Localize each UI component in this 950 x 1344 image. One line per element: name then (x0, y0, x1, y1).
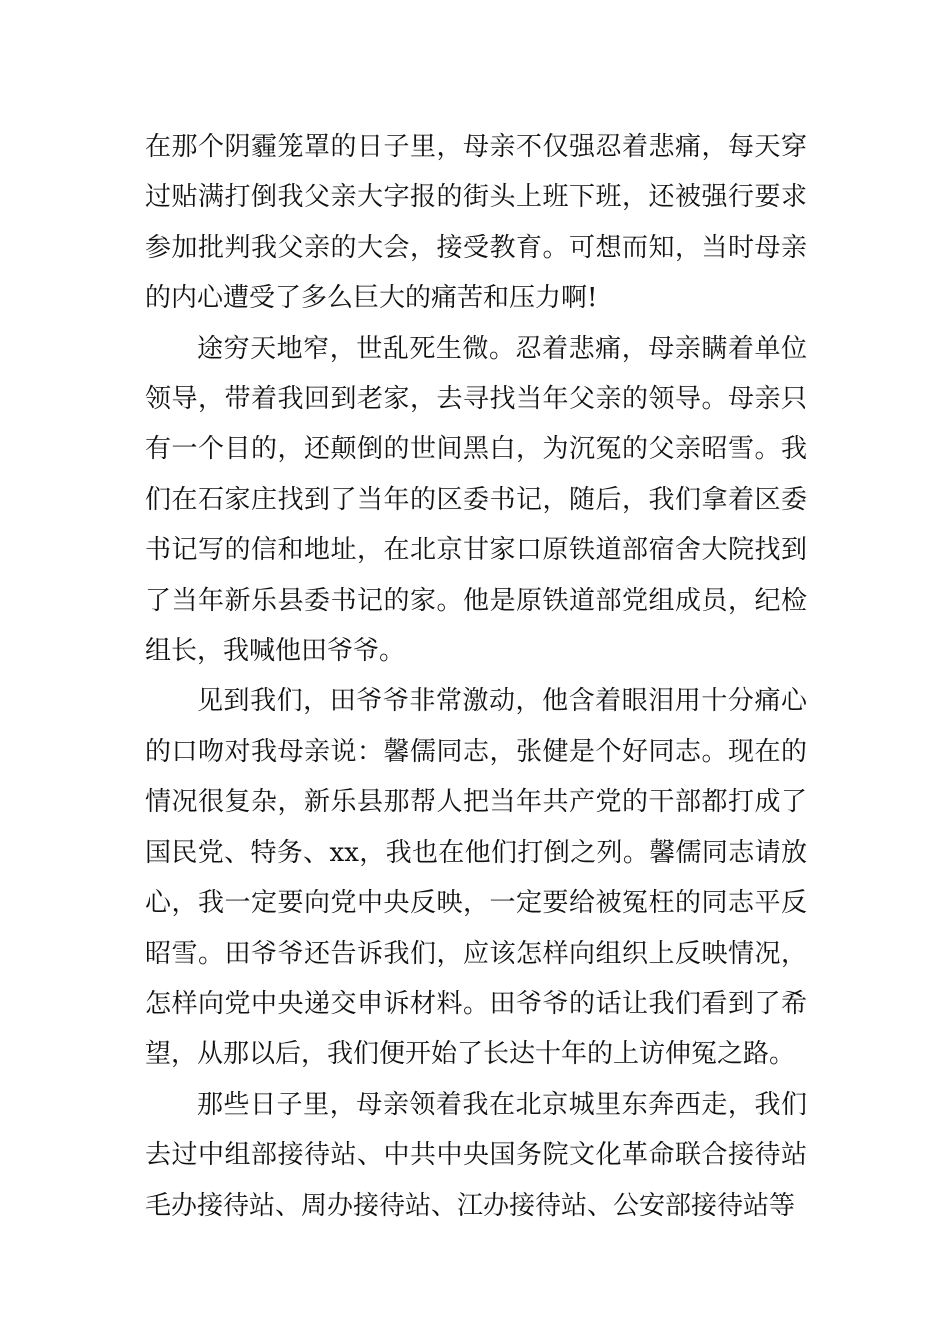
paragraph-3: 见到我们，田爷爷非常激动，他含着眼泪用十分痛心的口吻对我母亲说：馨儒同志，张健是个好同志。现在的情况很复杂，新乐县那帮人把当年共产党的干部都打成了国民党、特务、xx，我也在他们打倒之列。馨儒同志请放心，我一定要向党中央反映，一定要给被冤枉的同志平反昭雪。田爷爷还告诉我们，应该怎样向组织上反映情况，怎样向党中央递交申诉材料。田爷爷的话让我们看到了希望，从那以后，我们便开始了长达十年的上访伸冤之路。 (145, 686, 807, 1070)
paragraph-2: 途穷天地窄，世乱死生微。忍着悲痛，母亲瞒着单位领导，带着我回到老家，去寻找当年父亲的领导。母亲只有一个目的，还颠倒的世间黑白，为沉冤的父亲昭雪。我们在石家庄找到了当年的区委书记，随后，我们拿着区委书记写的信和地址，在北京甘家口原铁道部宿舍大院找到了当年新乐县委书记的家。他是原铁道部党组成员，纪检组长，我喊他田爷爷。 (145, 333, 807, 667)
paragraph-4: 那些日子里，母亲领着我在北京城里东奔西走，我们去过中组部接待站、中共中央国务院文化革命联合接待站毛办接待站、周办接待站、江办接待站、公安部接待站等 (145, 1089, 807, 1221)
paragraph-1: 在那个阴霾笼罩的日子里，母亲不仅强忍着悲痛，每天穿过贴满打倒我父亲大字报的街头上班下班，还被强行要求参加批判我父亲的大会，接受教育。可想而知，当时母亲的内心遭受了多么巨大的痛苦和压力啊! (145, 132, 807, 314)
document-body (145, 122, 807, 1231)
